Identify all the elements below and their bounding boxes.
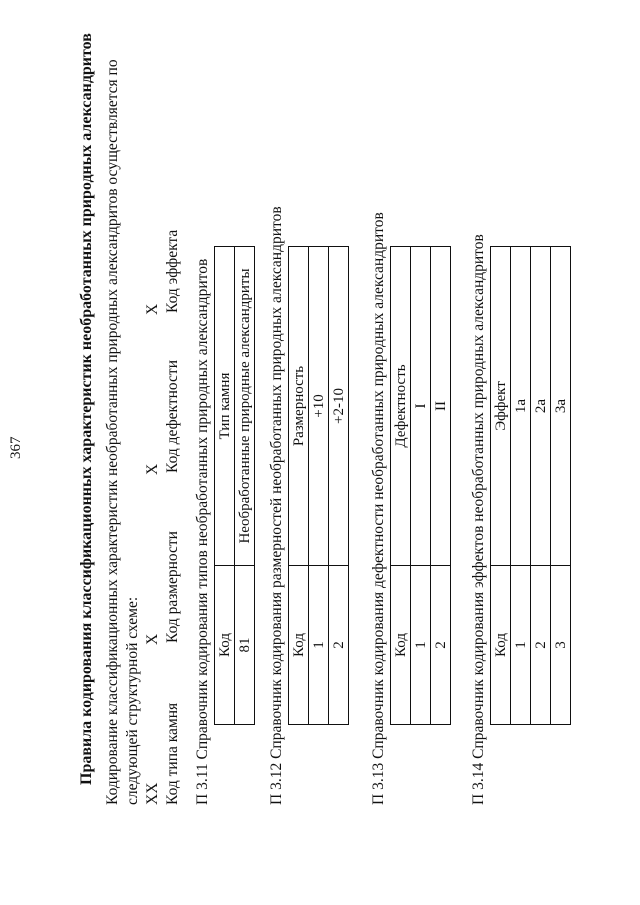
cell-stone-type: Необработанные природные александриты xyxy=(235,247,255,566)
column-header-code: Код xyxy=(215,566,235,725)
cell-effect: 1а xyxy=(511,247,531,566)
table-caption-effects: П 3.14 Справочник кодирования эффектов необработанных природных александритов xyxy=(470,234,487,805)
cell-code: 2 xyxy=(531,566,551,725)
scheme-label-effect: Код эффекта xyxy=(164,229,181,313)
column-header-size: Размерность xyxy=(289,247,309,566)
table-row xyxy=(309,247,329,725)
cell-code: 3 xyxy=(551,566,571,725)
cell-size: +2-10 xyxy=(329,247,349,566)
intro-line-1: Кодирование классификационных характеристик необработанных природных александритов осуществляется по xyxy=(104,59,121,805)
column-header-code: Код xyxy=(391,566,411,725)
table-defects xyxy=(390,246,451,725)
cell-size: +10 xyxy=(309,247,329,566)
cell-code: 1 xyxy=(411,566,431,725)
cell-code: 2 xyxy=(431,566,451,725)
cell-defect: II xyxy=(431,247,451,566)
cell-effect: 3а xyxy=(551,247,571,566)
scheme-symbol-size: X xyxy=(144,633,161,645)
intro-line-2: следующей структурной схеме: xyxy=(124,596,141,805)
table-row xyxy=(531,247,551,725)
column-header-code: Код xyxy=(289,566,309,725)
scheme-label-defect: Код дефектности xyxy=(164,360,181,473)
table-caption-defects: П 3.13 Справочник кодирования дефектности необработанных природных александритов xyxy=(370,212,387,805)
document-title: Правила кодирования классификационных характеристик необработанных природных александритов xyxy=(78,33,95,785)
table-row xyxy=(411,247,431,725)
table-row xyxy=(511,247,531,725)
table-row xyxy=(551,247,571,725)
table-effects xyxy=(490,246,571,725)
cell-code: 1 xyxy=(511,566,531,725)
cell-code: 81 xyxy=(235,566,255,725)
cell-code: 2 xyxy=(329,566,349,725)
scheme-symbol-type: XX xyxy=(144,782,161,805)
column-header-code: Код xyxy=(491,566,511,725)
page-number: 367 xyxy=(8,436,24,459)
table-sizes xyxy=(288,246,349,725)
cell-code: 1 xyxy=(309,566,329,725)
table-row xyxy=(235,247,255,725)
table-caption-sizes: П 3.12 Справочник кодирования размерностей необработанных природных александритов xyxy=(268,206,285,805)
column-header-defect: Дефектность xyxy=(391,247,411,566)
scheme-symbol-defect: X xyxy=(144,463,161,475)
table-row xyxy=(329,247,349,725)
table-caption-types: П 3.11 Справочник кодирования типов необработанных природных александритов xyxy=(194,258,211,805)
table-row xyxy=(431,247,451,725)
scheme-label-type: Код типа камня xyxy=(164,702,181,805)
cell-defect: I xyxy=(411,247,431,566)
table-header-row xyxy=(391,247,411,725)
scheme-label-size: Код размерности xyxy=(164,531,181,643)
cell-effect: 2а xyxy=(531,247,551,566)
column-header-effect: Эффект xyxy=(491,247,511,566)
table-types xyxy=(214,246,255,725)
table-header-row xyxy=(215,247,235,725)
scheme-symbol-effect: X xyxy=(144,303,161,315)
column-header-stone-type: Тип камня xyxy=(215,247,235,566)
table-header-row xyxy=(289,247,309,725)
table-header-row xyxy=(491,247,511,725)
